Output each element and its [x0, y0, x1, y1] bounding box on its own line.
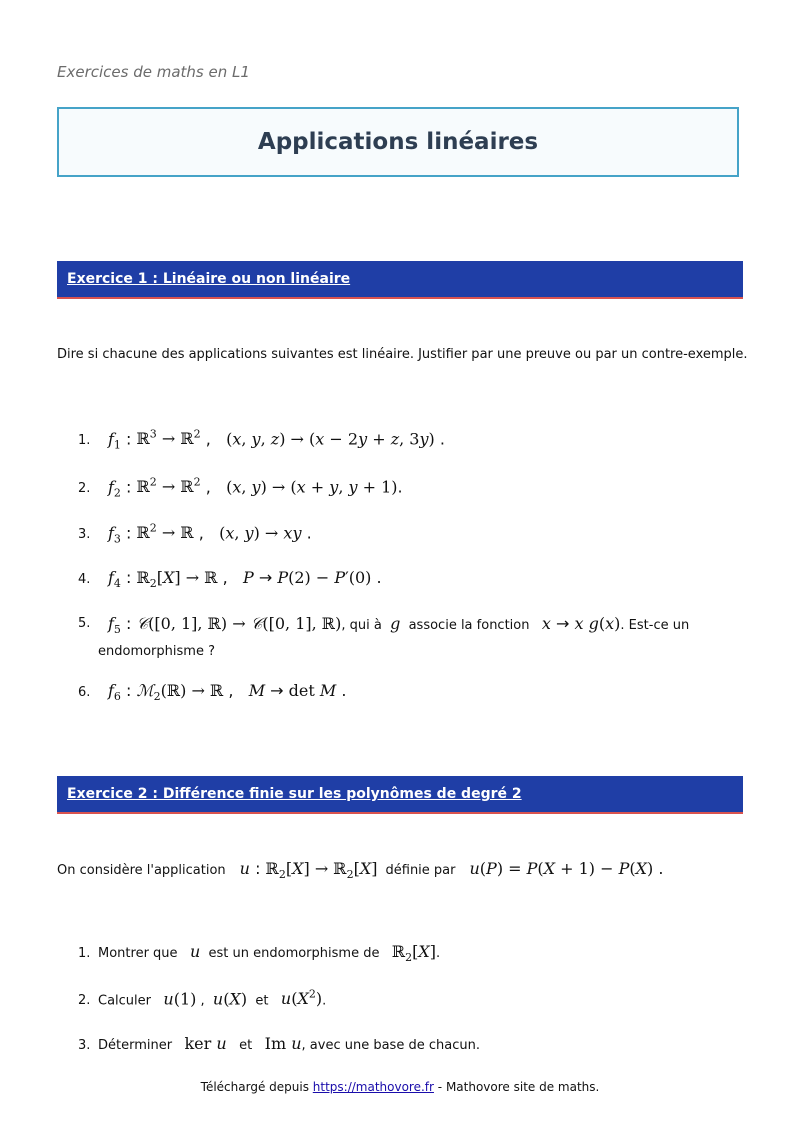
exercise-2-intro-b: définie par: [385, 863, 456, 878]
exercise-2-item-1: [78, 942, 440, 964]
formula-f4: $f_4$ : ℝ$_2$[X] → ℝ , P → P(2) − P′(0) .: [108, 568, 382, 591]
item-body: Calculer u(1) , u(X) et $u(X^2)$.: [98, 988, 327, 1009]
formula-f3: $f_3$ : ℝ$^2$ → ℝ , (x, y) → xy .: [108, 522, 312, 546]
item-5-body: [98, 613, 728, 663]
exercise-2-item-3: [78, 1034, 480, 1053]
formula-u-def: u : ℝ$_2$[X] → ℝ$_2$[X]: [239, 859, 378, 882]
formula-ker: ker u: [184, 1034, 227, 1053]
document-subtitle: Exercices de maths en L1: [57, 63, 250, 81]
item-number: 3.: [78, 1038, 91, 1053]
item-body: [98, 1034, 480, 1053]
exercise-2-title: Exercice 2 : Différence finie sur les polynômes de degré 2: [67, 786, 522, 802]
exercise-1-item-3: [78, 522, 312, 546]
footer-prefix: Téléchargé depuis: [200, 1080, 309, 1094]
formula-f1: $f_1$ : ℝ$^3$ → ℝ$^2$ , (x, y, z) → (x − 2y + z, 3y) .: [108, 428, 445, 452]
formula-im: Im u: [264, 1034, 302, 1053]
item-text: et: [239, 1038, 253, 1053]
exercise-2-intro: [57, 859, 663, 881]
item-number: 1.: [78, 946, 91, 961]
item-number: 5.: [78, 616, 91, 631]
title-box: [57, 107, 739, 177]
formula-f2: $f_2$ : ℝ$^2$ → ℝ$^2$ , (x, y) → (x + y, y + 1).: [108, 476, 403, 500]
item-text: Montrer que: [98, 946, 178, 961]
exercise-1-item-6: [78, 681, 346, 703]
exercise-1-item-2: [78, 476, 403, 500]
exercise-2-intro-a: On considère l'application: [57, 863, 226, 878]
footer-suffix: - Mathovore site de maths.: [437, 1080, 600, 1094]
item-text: , avec une base de chacun.: [301, 1038, 480, 1053]
exercise-1-header: [57, 261, 743, 299]
item-number: 4.: [78, 572, 91, 587]
item-number: 2.: [78, 481, 91, 497]
formula-x-to-xgx: x → x g(x): [541, 614, 621, 633]
exercise-2-item-2: [78, 988, 326, 1008]
exercise-2-header: [57, 776, 743, 814]
item-number: 2.: [78, 993, 91, 1009]
page-title: Applications linéaires: [257, 129, 539, 155]
item-5-text-d: endomorphisme ?: [98, 644, 215, 660]
item-number: 6.: [78, 685, 91, 700]
item-text: et: [255, 993, 269, 1009]
exercise-1-item-5: [78, 613, 728, 663]
item-number: 1.: [78, 433, 91, 449]
exercise-1-item-4: [78, 568, 382, 590]
item-text: Calculer: [98, 993, 151, 1009]
exercise-1-item-1: [78, 428, 445, 452]
item-number: 3.: [78, 527, 91, 543]
formula-R2X: ℝ$_2$[X]: [391, 942, 437, 965]
footer-link[interactable]: https://mathovore.fr: [312, 1080, 434, 1094]
formula-f5: $f_5$ : 𝒞([0, 1], ℝ) → 𝒞([0, 1], ℝ): [108, 614, 342, 637]
item-text: est un endomorphisme de: [208, 946, 380, 961]
exercise-1-intro: Dire si chacune des applications suivantes est linéaire. Justifier par une preuve ou par un contre-exemple.: [57, 347, 748, 362]
item-text: Déterminer: [98, 1038, 173, 1053]
formula-f6: $f_6$ : ℳ$_2$(ℝ) → ℝ , M → det M .: [108, 681, 347, 704]
formula-u-P: u(P) = P(X + 1) − P(X) .: [469, 859, 664, 878]
formula-u1: u(1): [163, 989, 197, 1009]
item-body: Montrer que u est un endomorphisme de ℝ$_2$[X].: [98, 942, 441, 965]
formula-uX2: $u(X^2)$: [280, 988, 323, 1009]
formula-u: u: [189, 942, 201, 961]
item-5-text-c: . Est-ce un: [620, 618, 690, 633]
formula-uX: u(X): [212, 989, 248, 1009]
exercise-1-title: Exercice 1 : Linéaire ou non linéaire: [67, 271, 351, 287]
formula-g: g: [390, 614, 401, 633]
item-5-text-a: , qui à: [341, 618, 382, 633]
item-5-text-b: associe la fonction: [408, 618, 530, 633]
footer: [0, 1080, 800, 1094]
